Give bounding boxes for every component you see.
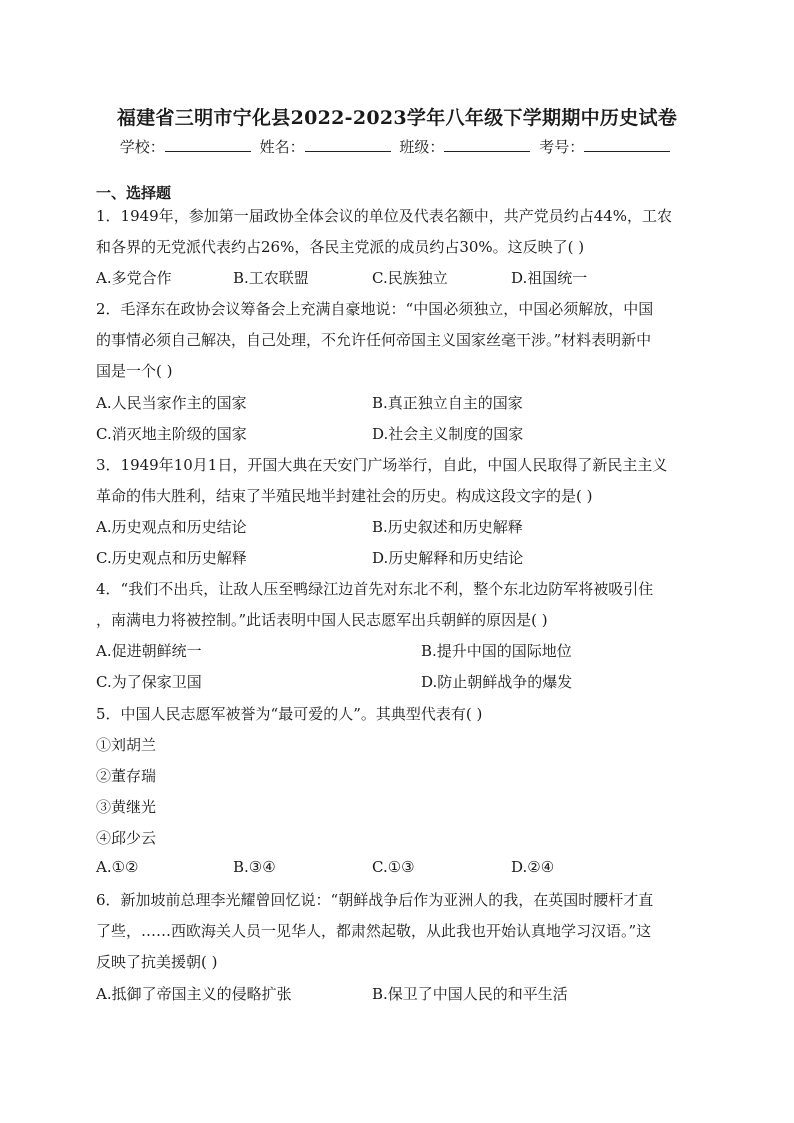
q2-option-b: B.真正独立自主的国家 bbox=[372, 394, 523, 412]
name-blank[interactable] bbox=[305, 137, 391, 152]
q4-option-d: D.防止朝鲜战争的爆发 bbox=[421, 673, 573, 691]
class-label: 班级： bbox=[399, 138, 445, 156]
q2-line3: 国是一个( ) bbox=[96, 362, 173, 380]
q6-line1: 6．新加坡前总理李光耀曾回忆说：“朝鲜战争后作为亚洲人的我，在英国时腰杆才直 bbox=[96, 891, 654, 909]
q1-option-d: D.祖国统一 bbox=[511, 269, 588, 287]
q6-option-b: B.保卫了中国人民的和平生活 bbox=[372, 985, 568, 1003]
q1-line1: 1．1949年，参加第一届政协全体会议的单位及代表名额中，共产党员约占44%，工农 bbox=[96, 207, 673, 225]
q2-line2: 的事情必须自己解决，自己处理，不允许任何帝国主义国家丝毫干涉。”材料表明新中 bbox=[96, 331, 652, 349]
q1-line2: 和各界的无党派代表约占26%，各民主党派的成员约占30%。这反映了( ) bbox=[96, 238, 585, 256]
q5-item-2: ②董存瑞 bbox=[96, 767, 157, 785]
q2-option-d: D.社会主义制度的国家 bbox=[372, 425, 524, 443]
school-blank[interactable] bbox=[165, 137, 251, 152]
q5-item-1: ①刘胡兰 bbox=[96, 736, 157, 754]
student-info-row bbox=[0, 136, 794, 157]
q3-option-d: D.历史解释和历史结论 bbox=[372, 549, 524, 567]
q1-option-c: C.民族独立 bbox=[372, 269, 448, 287]
q4-line1: 4．“我们不出兵，让敌人压至鸭绿江边首先对东北不利，整个东北边防军将被吸引住 bbox=[96, 580, 654, 598]
q4-option-a: A.促进朝鲜统一 bbox=[96, 642, 202, 660]
q2-option-c: C.消灭地主阶级的国家 bbox=[96, 425, 247, 443]
number-blank[interactable] bbox=[584, 137, 670, 152]
q4-line2: ，南满电力将被控制。”此话表明中国人民志愿军出兵朝鲜的原因是( ) bbox=[96, 611, 548, 629]
q5-option-d: D.②④ bbox=[511, 858, 555, 876]
q5-line1: 5．中国人民志愿军被誉为“最可爱的人”。其典型代表有( ) bbox=[96, 705, 483, 723]
q3-line1: 3．1949年10月1日，开国大典在天安门广场举行，自此，中国人民取得了新民主主义 bbox=[96, 456, 668, 474]
q5-option-b: B.③④ bbox=[233, 858, 276, 876]
q3-option-a: A.历史观点和历史结论 bbox=[96, 518, 247, 536]
school-label: 学校： bbox=[119, 138, 165, 156]
q5-item-3: ③黄继光 bbox=[96, 798, 157, 816]
q3-option-b: B.历史叙述和历史解释 bbox=[372, 518, 523, 536]
section-heading: 一、选择题 bbox=[96, 184, 172, 202]
q2-option-a: A.人民当家作主的国家 bbox=[96, 394, 247, 412]
q6-option-a: A.抵御了帝国主义的侵略扩张 bbox=[96, 985, 292, 1003]
q5-option-c: C.①③ bbox=[372, 858, 415, 876]
exam-title: 福建省三明市宁化县2022-2023学年八年级下学期期中历史试卷 bbox=[116, 107, 678, 129]
q1-option-a: A.多党合作 bbox=[96, 269, 172, 287]
class-blank[interactable] bbox=[444, 137, 530, 152]
q1-option-b: B.工农联盟 bbox=[233, 269, 309, 287]
q6-line2: 了些，……西欧海关人员一见华人，都肃然起敬，从此我也开始认真地学习汉语。”这 bbox=[96, 922, 652, 940]
q5-option-a: A.①② bbox=[96, 858, 139, 876]
q3-line2: 革命的伟大胜利，结束了半殖民地半封建社会的历史。构成这段文字的是( ) bbox=[96, 487, 593, 505]
q4-option-b: B.提升中国的国际地位 bbox=[421, 642, 572, 660]
q2-line1: 2．毛泽东在政协会议筹备会上充满自豪地说：“中国必须独立，中国必须解放，中国 bbox=[96, 300, 654, 318]
q4-option-c: C.为了保家卫国 bbox=[96, 673, 202, 691]
number-label: 考号： bbox=[539, 138, 585, 156]
q3-option-c: C.历史观点和历史解释 bbox=[96, 549, 247, 567]
q6-line3: 反映了抗美援朝( ) bbox=[96, 953, 218, 971]
q5-item-4: ④邱少云 bbox=[96, 829, 157, 847]
name-label: 姓名： bbox=[259, 138, 305, 156]
